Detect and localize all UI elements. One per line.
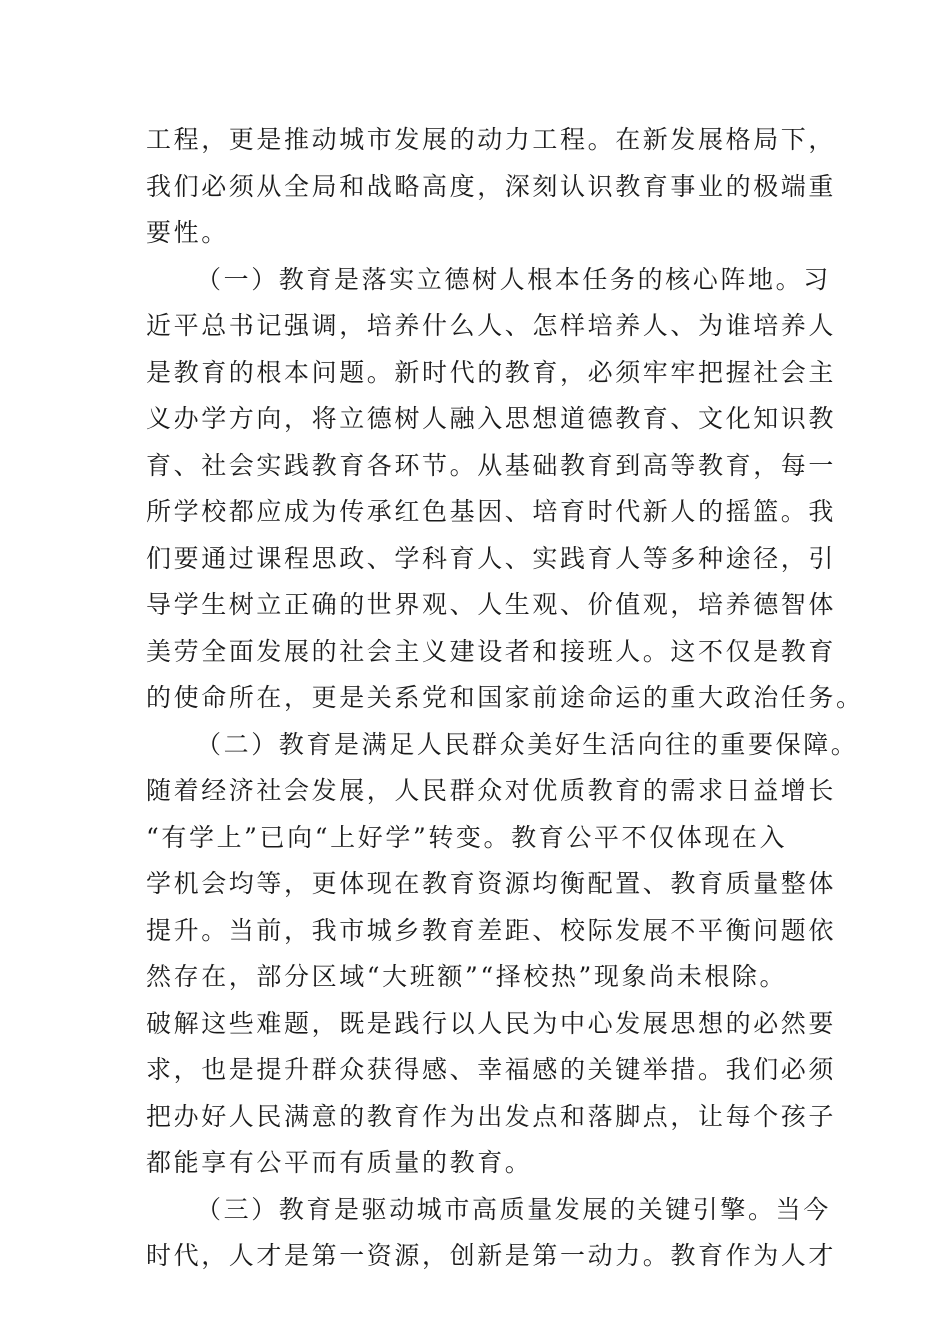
- text-line: 育、社会实践教育各环节。从基础教育到高等教育，每一: [146, 450, 837, 480]
- text-line: 都能享有公平而有质量的教育。: [146, 1148, 533, 1177]
- text-line: 把办好人民满意的教育作为出发点和落脚点，让每个孩子: [146, 1101, 837, 1131]
- text-line: 要性。: [146, 218, 229, 247]
- text-line: 们要通过课程思政、学科育人、实践育人等多种途径，引: [146, 543, 837, 573]
- text-line: 然存在，部分区域“大班额”“择校热”现象尚未根除。: [146, 962, 788, 991]
- text-line: 求，也是提升群众获得感、幸福感的关键举措。我们必须: [146, 1055, 837, 1084]
- text-line: 义办学方向，将立德树人融入思想道德教育、文化知识教: [146, 404, 837, 433]
- text-line: 提升。当前，我市城乡教育差距、校际发展不平衡问题依: [146, 915, 837, 945]
- text-line: 学机会均等，更体现在教育资源均衡配置、教育质量整体: [146, 869, 837, 898]
- section-heading-line: （二）教育是满足人民群众美好生活向往的重要保障。: [196, 729, 859, 759]
- text-line: 所学校都应成为传承红色基因、培育时代新人的摇篮。我: [146, 497, 837, 526]
- text-line: 是教育的根本问题。新时代的教育，必须牢牢把握社会主: [146, 357, 837, 387]
- text-line: 时代，人才是第一资源，创新是第一动力。教育作为人才: [146, 1241, 837, 1270]
- section-heading-line: （三）教育是驱动城市高质量发展的关键引擎。当今: [196, 1194, 831, 1224]
- text-line: 导学生树立正确的世界观、人生观、价值观，培养德智体: [146, 590, 837, 619]
- section-heading-line: （一）教育是落实立德树人根本任务的核心阵地。习: [196, 264, 831, 294]
- text-line: 随着经济社会发展，人民群众对优质教育的需求日益增长: [146, 776, 837, 805]
- text-line: 美劳全面发展的社会主义建设者和接班人。这不仅是教育: [146, 636, 837, 666]
- text-line: 破解这些难题，既是践行以人民为中心发展思想的必然要: [146, 1008, 837, 1038]
- text-line: 工程，更是推动城市发展的动力工程。在新发展格局下，: [146, 125, 837, 154]
- text-line: 的使命所在，更是关系党和国家前途命运的重大政治任务。: [146, 683, 864, 712]
- text-line: 近平总书记强调，培养什么人、怎样培养人、为谁培养人: [146, 311, 837, 340]
- body-text: [146, 117, 864, 1280]
- text-line: 我们必须从全局和战略高度，深刻认识教育事业的极端重: [146, 171, 837, 201]
- text-line: “有学上”已向“上好学”转变。教育公平不仅体现在入: [146, 822, 788, 852]
